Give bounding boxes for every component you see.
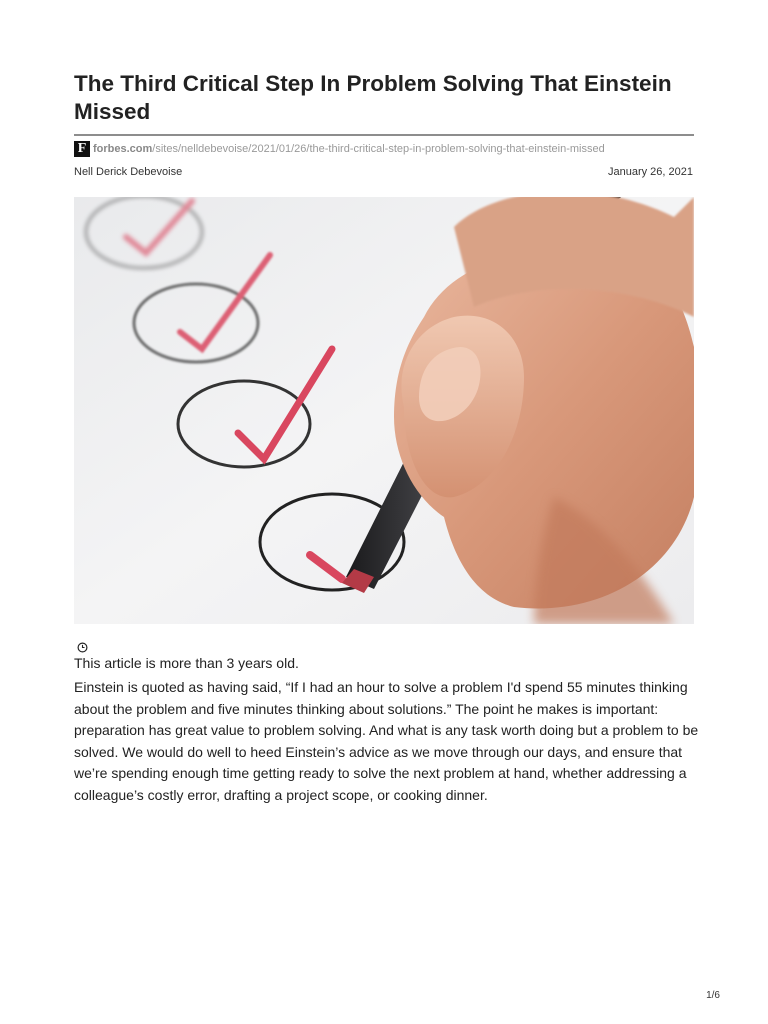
hero-image [74,197,694,624]
article-age-notice: This article is more than 3 years old. [74,655,299,671]
article-author: Nell Derick Debevoise [74,166,183,178]
title-divider [74,134,694,136]
source-domain[interactable]: forbes.com [93,143,153,155]
article-body-paragraph: Einstein is quoted as having said, “If I had an hour to solve a problem I'd spend 55 minutes thinking about the problem and five minutes thinking about solutions.” The point he makes is important: preparation has great value to problem solving. And what is any task worth doing but a problem to be solved. We would do well to heed Einstein’s advice as we move through our days, and ensure that we’re spending enough time getting ready to solve the next problem at hand, whether addressing a colleague’s costly error, drafting a project scope, or cooking dinner. [74,679,699,803]
source-link[interactable] [74,141,605,157]
page-number: 1/6 [706,990,720,1001]
clock-icon [77,642,88,653]
article-title: The Third Critical Step In Problem Solving That Einstein Missed [74,71,672,124]
source-path[interactable]: /sites/nelldebevoise/2021/01/26/the-third-critical-step-in-problem-solving-that-einstein-missed [152,143,605,155]
forbes-favicon-icon: F [74,141,90,157]
article-date: January 26, 2021 [607,166,693,178]
